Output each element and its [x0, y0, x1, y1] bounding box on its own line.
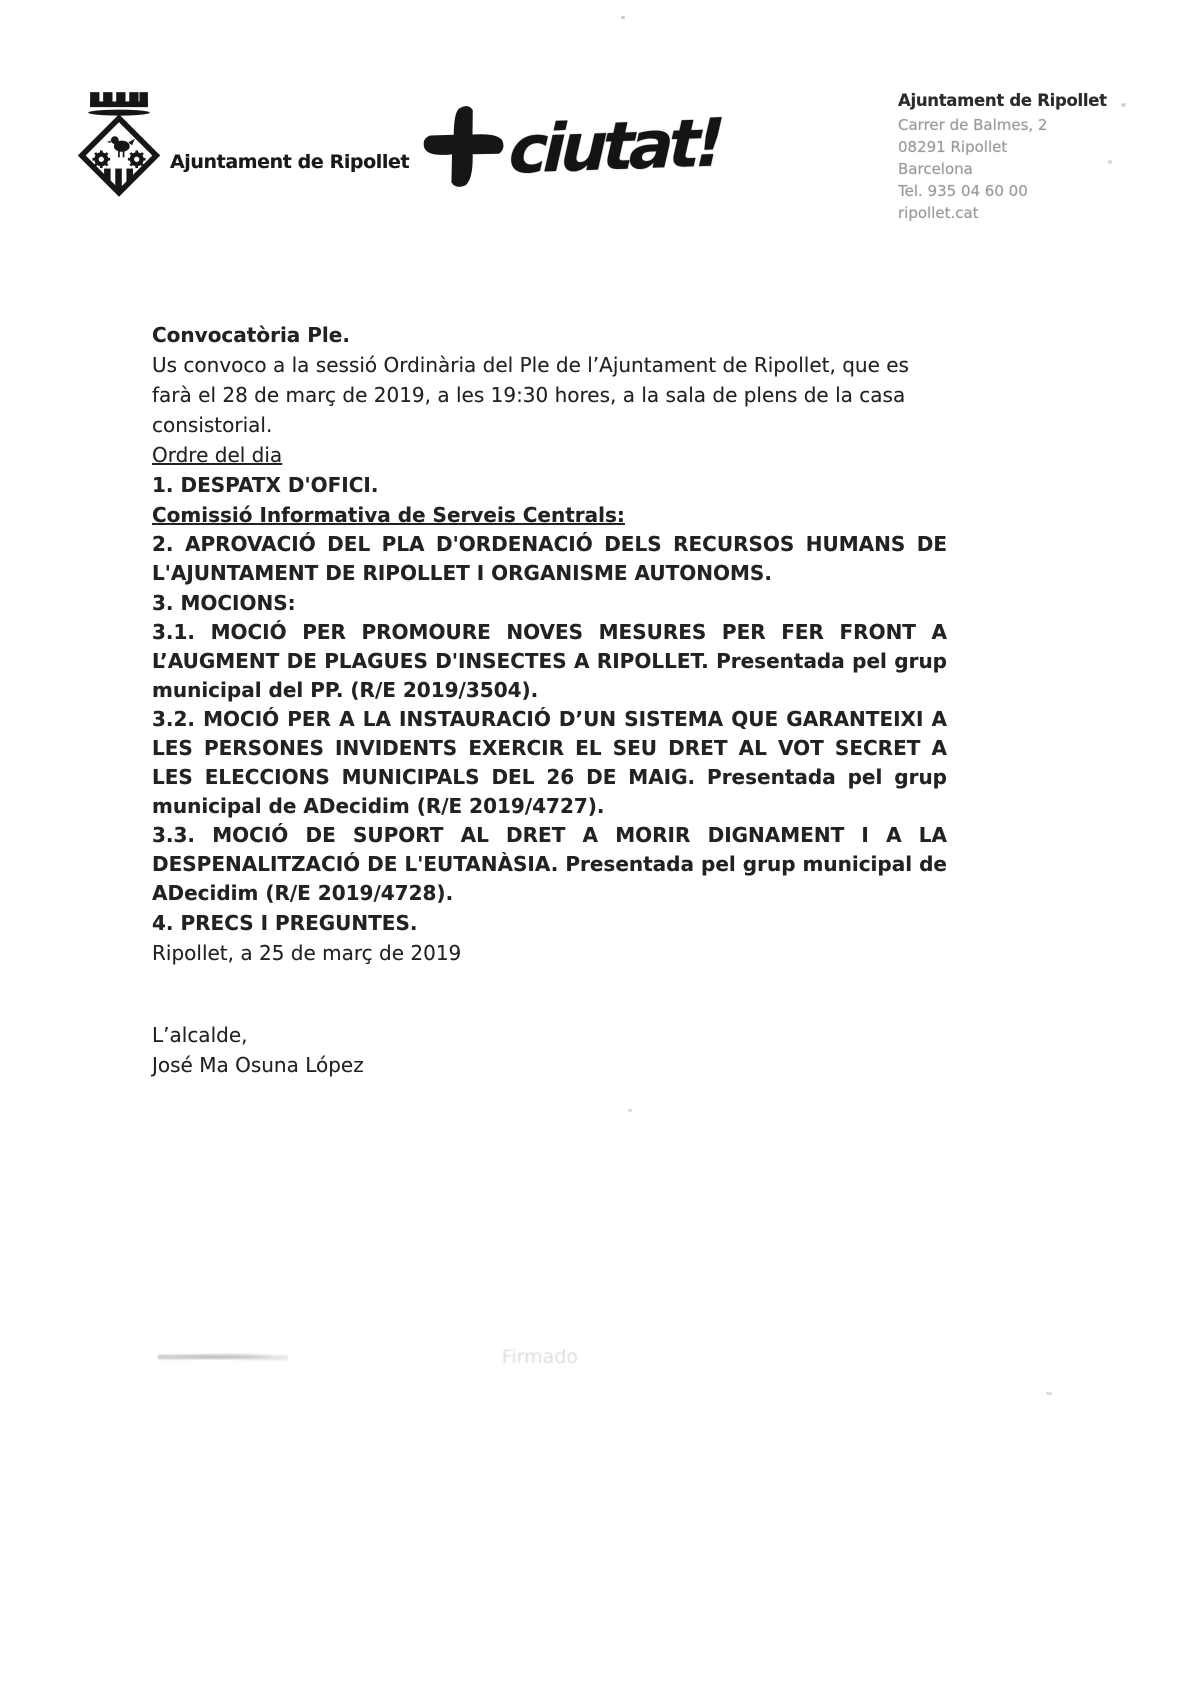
- letterhead-logo-group: [78, 86, 721, 212]
- agenda-item-3-3: 3.3. MOCIÓ DE SUPORT AL DRET A MORIR DIGNAMENT I A LA DESPENALITZACIÓ DE L'EUTANÀSIA. Presentada pel grup municipal de ADecidim (R/E 2019/4728).: [152, 823, 947, 905]
- contact-province: Barcelona: [898, 160, 973, 178]
- brand-logo: [421, 100, 720, 192]
- scan-speck: [621, 16, 625, 19]
- scan-speck: [628, 1109, 632, 1112]
- org-name: Ajuntament de Ripollet: [170, 151, 410, 173]
- agenda-item-3-1: 3.1. MOCIÓ PER PROMOURE NOVES MESURES PER FER FRONT A L’AUGMENT DE PLAGUES D'INSECTES A RIPOLLET. Presentada pel grup municipal del PP. (R/E 2019/3504).: [152, 620, 947, 702]
- scan-speck: [1046, 1392, 1052, 1395]
- faded-signature-stamp: [158, 1346, 578, 1368]
- signature-role: L’alcalde,: [152, 1023, 248, 1047]
- signature-name: José Ma Osuna López: [152, 1053, 364, 1077]
- intro-paragraph: Us convoco a la sessió Ordinària del Ple de l’Ajuntament de Ripollet, que es farà el 28 de març de 2019, a les 19:30 hores, a la sala de plens de la casa consistorial.: [152, 353, 909, 437]
- agenda-item-3: 3. MOCIONS:: [152, 591, 296, 615]
- agenda-item-4: 4. PRECS I PREGUNTES.: [152, 911, 418, 935]
- ripollet-coat-of-arms-icon: [78, 86, 160, 212]
- contact-street: Carrer de Balmes, 2: [898, 116, 1048, 134]
- document-title: Convocatòria Ple.: [152, 323, 350, 347]
- agenda-item-3-2: 3.2. MOCIÓ PER A LA INSTAURACIÓ D’UN SISTEMA QUE GARANTEIXI A LES PERSONES INVIDENTS EXERCIR EL SEU DRET AL VOT SECRET A LES ELECCIONS MUNICIPALS DEL 26 DE MAIG. Presentada pel grup municipal de ADecidim (R/E 2019/4727).: [152, 707, 947, 818]
- dateline: Ripollet, a 25 de març de 2019: [152, 941, 462, 965]
- agenda-heading: Ordre del dia: [152, 443, 283, 467]
- scan-speck: [1108, 160, 1112, 164]
- scan-speck: [1121, 103, 1126, 107]
- faded-stamp-text: Firmado: [501, 1346, 578, 1368]
- plus-cross-icon: [421, 100, 507, 192]
- contact-website: ripollet.cat: [898, 204, 979, 222]
- agenda-item-2: 2. APROVACIÓ DEL PLA D'ORDENACIÓ DELS RECURSOS HUMANS DE L'AJUNTAMENT DE RIPOLLET I ORGANISME AUTONOMS.: [152, 532, 947, 585]
- contact-block: [898, 90, 1158, 224]
- letter-body: [152, 320, 947, 1080]
- faded-signature-fragment: [158, 1353, 288, 1361]
- agenda-item-1: 1. DESPATX D'OFICI.: [152, 473, 379, 497]
- signature-block: [152, 1020, 947, 1080]
- committee-heading: Comissió Informativa de Serveis Centrals:: [152, 503, 625, 527]
- brand-text: ciutat!: [507, 103, 722, 189]
- contact-org-name: Ajuntament de Ripollet: [898, 91, 1107, 110]
- contact-postal-city: 08291 Ripollet: [898, 138, 1008, 156]
- contact-phone: Tel. 935 04 60 00: [898, 182, 1028, 200]
